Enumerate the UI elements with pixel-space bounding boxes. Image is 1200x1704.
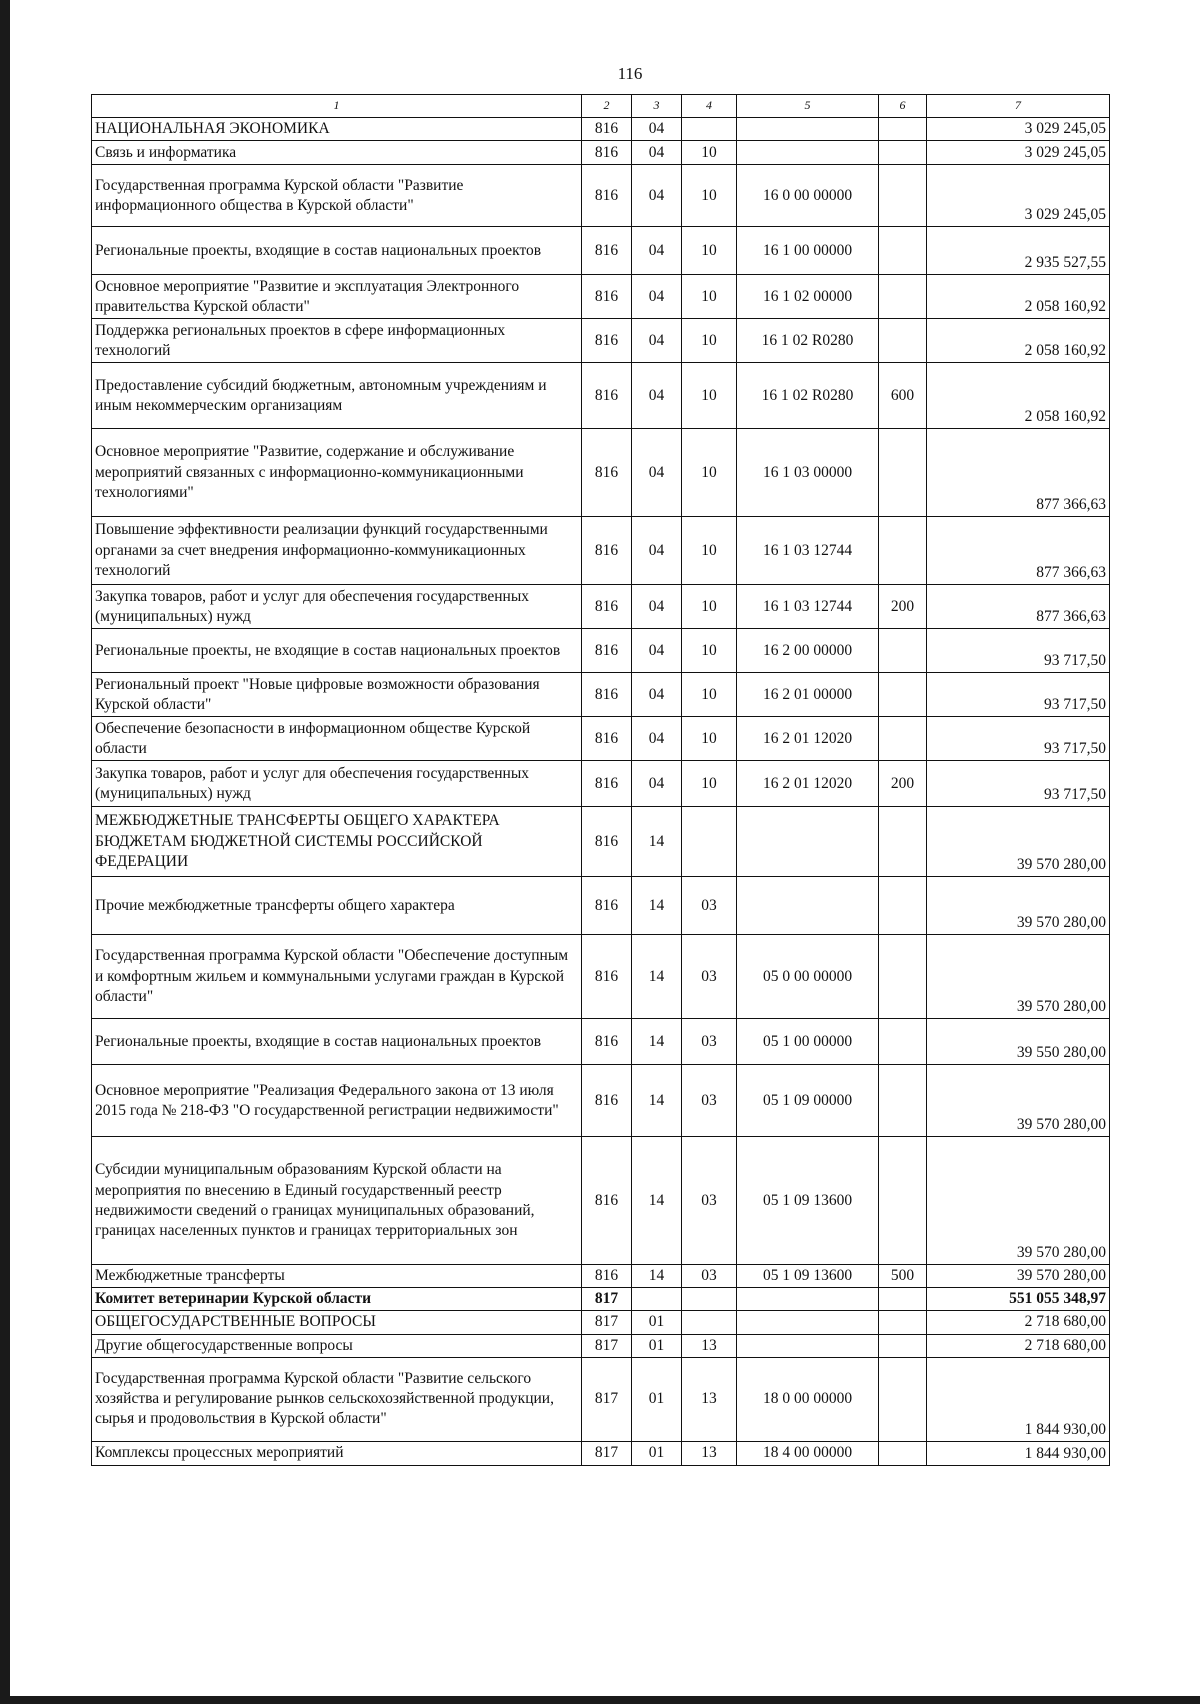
budget-table — [91, 94, 1110, 1466]
row-name: Региональные проекты, входящие в состав национальных проектов — [92, 227, 582, 275]
row-subsection-code — [682, 807, 737, 877]
row-expense-type: 200 — [879, 585, 927, 629]
row-target-article — [737, 118, 879, 141]
row-subsection-code: 10 — [682, 227, 737, 275]
row-name: Связь и информатика — [92, 141, 582, 165]
header-cell-2: 2 — [582, 95, 632, 118]
row-amount: 93 717,50 — [927, 761, 1110, 807]
header-cell-7: 7 — [927, 95, 1110, 118]
row-target-article: 05 0 00 00000 — [737, 935, 879, 1019]
row-name: Межбюджетные трансферты — [92, 1265, 582, 1288]
row-expense-type — [879, 1137, 927, 1265]
row-subsection-code: 10 — [682, 517, 737, 585]
row-subsection-code — [682, 1311, 737, 1334]
row-amount: 39 570 280,00 — [927, 1265, 1110, 1288]
table-row — [92, 673, 1110, 717]
row-expense-type — [879, 807, 927, 877]
row-name: Государственная программа Курской области "Развитие сельского хозяйства и регулирование рынков сельскохозяйственной продукции, сырья и продовольствия в Курской области" — [92, 1357, 582, 1441]
row-ministry-code: 816 — [582, 429, 632, 517]
row-subsection-code: 03 — [682, 1265, 737, 1288]
row-name: Основное мероприятие "Развитие и эксплуатация Электронного правительства Курской области" — [92, 275, 582, 319]
row-section-code: 04 — [632, 429, 682, 517]
row-subsection-code — [682, 118, 737, 141]
row-target-article: 16 1 03 12744 — [737, 585, 879, 629]
row-name: Государственная программа Курской области "Развитие информационного общества в Курской области" — [92, 165, 582, 227]
row-ministry-code: 816 — [582, 275, 632, 319]
row-amount: 877 366,63 — [927, 585, 1110, 629]
row-expense-type — [879, 118, 927, 141]
row-section-code: 14 — [632, 935, 682, 1019]
row-amount: 2 935 527,55 — [927, 227, 1110, 275]
scan-edge-bottom — [0, 1696, 1200, 1704]
row-name: НАЦИОНАЛЬНАЯ ЭКОНОМИКА — [92, 118, 582, 141]
row-name: Закупка товаров, работ и услуг для обеспечения государственных (муниципальных) нужд — [92, 585, 582, 629]
row-amount: 39 570 280,00 — [927, 807, 1110, 877]
row-target-article — [737, 141, 879, 165]
table-row — [92, 319, 1110, 363]
row-target-article — [737, 1288, 879, 1311]
table-body — [92, 95, 1110, 1466]
row-subsection-code: 10 — [682, 673, 737, 717]
row-section-code: 04 — [632, 275, 682, 319]
row-amount: 2 058 160,92 — [927, 363, 1110, 429]
row-name: Обеспечение безопасности в информационном обществе Курской области — [92, 717, 582, 761]
row-expense-type — [879, 227, 927, 275]
row-amount: 2 718 680,00 — [927, 1334, 1110, 1357]
row-ministry-code: 816 — [582, 165, 632, 227]
row-ministry-code: 816 — [582, 1065, 632, 1137]
row-name: Другие общегосударственные вопросы — [92, 1334, 582, 1357]
row-target-article: 16 2 01 12020 — [737, 717, 879, 761]
table-row — [92, 1441, 1110, 1465]
row-amount: 3 029 245,05 — [927, 141, 1110, 165]
table-row — [92, 1019, 1110, 1065]
row-amount: 39 550 280,00 — [927, 1019, 1110, 1065]
row-expense-type — [879, 1334, 927, 1357]
row-name: Повышение эффективности реализации функций государственными органами за счет внедрения информационно-коммуникационных технологий — [92, 517, 582, 585]
table-row — [92, 275, 1110, 319]
row-target-article — [737, 1334, 879, 1357]
row-section-code: 04 — [632, 363, 682, 429]
table-row — [92, 227, 1110, 275]
row-name: Поддержка региональных проектов в сфере информационных технологий — [92, 319, 582, 363]
row-amount: 39 570 280,00 — [927, 1137, 1110, 1265]
row-subsection-code: 03 — [682, 1137, 737, 1265]
scan-edge-left — [0, 0, 10, 1704]
row-ministry-code: 817 — [582, 1311, 632, 1334]
table-row — [92, 1334, 1110, 1357]
row-name: Основное мероприятие "Развитие, содержание и обслуживание мероприятий связанных с информационно-коммуникационными технологиями" — [92, 429, 582, 517]
row-amount: 39 570 280,00 — [927, 935, 1110, 1019]
row-expense-type — [879, 165, 927, 227]
row-ministry-code: 816 — [582, 227, 632, 275]
row-amount: 2 718 680,00 — [927, 1311, 1110, 1334]
row-section-code: 04 — [632, 141, 682, 165]
column-number-row — [92, 95, 1110, 118]
row-section-code: 14 — [632, 1265, 682, 1288]
row-target-article: 05 1 00 00000 — [737, 1019, 879, 1065]
row-target-article: 16 1 02 00000 — [737, 275, 879, 319]
row-name: Региональные проекты, входящие в состав национальных проектов — [92, 1019, 582, 1065]
row-amount: 93 717,50 — [927, 629, 1110, 673]
row-section-code — [632, 1288, 682, 1311]
row-amount: 3 029 245,05 — [927, 118, 1110, 141]
header-cell-4: 4 — [682, 95, 737, 118]
header-cell-3: 3 — [632, 95, 682, 118]
row-ministry-code: 817 — [582, 1441, 632, 1465]
row-subsection-code: 10 — [682, 363, 737, 429]
row-target-article: 16 1 00 00000 — [737, 227, 879, 275]
table-row — [92, 429, 1110, 517]
row-ministry-code: 816 — [582, 141, 632, 165]
row-expense-type — [879, 141, 927, 165]
row-target-article — [737, 1311, 879, 1334]
table-row — [92, 141, 1110, 165]
row-subsection-code: 03 — [682, 877, 737, 935]
row-section-code: 14 — [632, 1137, 682, 1265]
table-row — [92, 877, 1110, 935]
header-cell-5: 5 — [737, 95, 879, 118]
row-ministry-code: 816 — [582, 118, 632, 141]
row-target-article: 16 1 02 R0280 — [737, 363, 879, 429]
row-name: Субсидии муниципальным образованиям Курской области на мероприятия по внесению в Единый государственный реестр недвижимости сведений о границах муниципальных образований, границах населенных пунктов и границах территориальных зон — [92, 1137, 582, 1265]
row-subsection-code: 10 — [682, 319, 737, 363]
row-ministry-code: 817 — [582, 1334, 632, 1357]
row-target-article: 16 1 02 R0280 — [737, 319, 879, 363]
row-section-code: 01 — [632, 1334, 682, 1357]
row-target-article: 16 2 00 00000 — [737, 629, 879, 673]
row-expense-type — [879, 1019, 927, 1065]
row-name: Комплексы процессных мероприятий — [92, 1441, 582, 1465]
row-expense-type: 600 — [879, 363, 927, 429]
page-number: 116 — [617, 64, 643, 83]
table-row — [92, 1288, 1110, 1311]
table-row — [92, 165, 1110, 227]
row-subsection-code — [682, 1288, 737, 1311]
row-amount: 2 058 160,92 — [927, 275, 1110, 319]
row-ministry-code: 816 — [582, 673, 632, 717]
row-subsection-code: 03 — [682, 935, 737, 1019]
row-target-article — [737, 877, 879, 935]
row-name: ОБЩЕГОСУДАРСТВЕННЫЕ ВОПРОСЫ — [92, 1311, 582, 1334]
row-name: Региональные проекты, не входящие в состав национальных проектов — [92, 629, 582, 673]
row-expense-type: 200 — [879, 761, 927, 807]
row-section-code: 01 — [632, 1357, 682, 1441]
table-row — [92, 717, 1110, 761]
row-subsection-code: 03 — [682, 1019, 737, 1065]
row-expense-type — [879, 673, 927, 717]
row-name: Предоставление субсидий бюджетным, автономным учреждениям и иным некоммерческим организациям — [92, 363, 582, 429]
row-target-article: 16 2 01 12020 — [737, 761, 879, 807]
row-name: Закупка товаров, работ и услуг для обеспечения государственных (муниципальных) нужд — [92, 761, 582, 807]
row-subsection-code: 10 — [682, 141, 737, 165]
row-subsection-code: 10 — [682, 165, 737, 227]
row-subsection-code: 13 — [682, 1357, 737, 1441]
row-name: Комитет ветеринарии Курской области — [92, 1288, 582, 1311]
table-row — [92, 935, 1110, 1019]
table-row — [92, 1357, 1110, 1441]
table-row — [92, 629, 1110, 673]
row-name: Государственная программа Курской области "Обеспечение доступным и комфортным жильем и коммунальными услугами граждан в Курской области" — [92, 935, 582, 1019]
row-expense-type — [879, 1441, 927, 1465]
row-section-code: 04 — [632, 673, 682, 717]
row-subsection-code: 10 — [682, 761, 737, 807]
row-expense-type — [879, 275, 927, 319]
row-section-code: 04 — [632, 629, 682, 673]
table-row — [92, 761, 1110, 807]
row-ministry-code: 816 — [582, 629, 632, 673]
row-expense-type — [879, 717, 927, 761]
row-ministry-code: 816 — [582, 1265, 632, 1288]
row-amount: 551 055 348,97 — [927, 1288, 1110, 1311]
row-subsection-code: 03 — [682, 1065, 737, 1137]
row-expense-type — [879, 1065, 927, 1137]
row-amount: 39 570 280,00 — [927, 877, 1110, 935]
row-section-code: 04 — [632, 319, 682, 363]
row-target-article: 05 1 09 13600 — [737, 1137, 879, 1265]
row-expense-type — [879, 935, 927, 1019]
row-target-article: 18 0 00 00000 — [737, 1357, 879, 1441]
table-row — [92, 1137, 1110, 1265]
row-expense-type — [879, 319, 927, 363]
table-row — [92, 517, 1110, 585]
table-row — [92, 1265, 1110, 1288]
row-name: МЕЖБЮДЖЕТНЫЕ ТРАНСФЕРТЫ ОБЩЕГО ХАРАКТЕРА БЮДЖЕТАМ БЮДЖЕТНОЙ СИСТЕМЫ РОССИЙСКОЙ ФЕДЕРАЦИИ — [92, 807, 582, 877]
row-expense-type — [879, 1311, 927, 1334]
row-section-code: 01 — [632, 1311, 682, 1334]
table-row — [92, 585, 1110, 629]
row-subsection-code: 10 — [682, 629, 737, 673]
row-section-code: 14 — [632, 877, 682, 935]
row-section-code: 14 — [632, 1019, 682, 1065]
row-ministry-code: 816 — [582, 585, 632, 629]
row-ministry-code: 816 — [582, 807, 632, 877]
row-expense-type — [879, 1288, 927, 1311]
row-name: Основное мероприятие "Реализация Федерального закона от 13 июля 2015 года № 218-ФЗ "О государственной регистрации недвижимости" — [92, 1065, 582, 1137]
table-row — [92, 363, 1110, 429]
row-ministry-code: 816 — [582, 1137, 632, 1265]
row-amount: 93 717,50 — [927, 717, 1110, 761]
row-subsection-code: 10 — [682, 717, 737, 761]
row-amount: 1 844 930,00 — [927, 1357, 1110, 1441]
row-ministry-code: 816 — [582, 761, 632, 807]
row-target-article: 18 4 00 00000 — [737, 1441, 879, 1465]
row-subsection-code: 10 — [682, 429, 737, 517]
row-subsection-code: 10 — [682, 275, 737, 319]
row-target-article: 05 1 09 00000 — [737, 1065, 879, 1137]
row-amount: 877 366,63 — [927, 517, 1110, 585]
row-expense-type — [879, 877, 927, 935]
row-target-article: 16 0 00 00000 — [737, 165, 879, 227]
row-section-code: 14 — [632, 1065, 682, 1137]
row-expense-type — [879, 517, 927, 585]
row-target-article: 16 1 03 12744 — [737, 517, 879, 585]
row-amount: 877 366,63 — [927, 429, 1110, 517]
row-section-code: 14 — [632, 807, 682, 877]
row-amount: 39 570 280,00 — [927, 1065, 1110, 1137]
row-ministry-code: 816 — [582, 319, 632, 363]
row-ministry-code: 816 — [582, 717, 632, 761]
row-name: Прочие межбюджетные трансферты общего характера — [92, 877, 582, 935]
header-cell-6: 6 — [879, 95, 927, 118]
table-row — [92, 1065, 1110, 1137]
row-amount: 1 844 930,00 — [927, 1441, 1110, 1465]
row-target-article: 16 2 01 00000 — [737, 673, 879, 717]
row-section-code: 04 — [632, 517, 682, 585]
row-ministry-code: 816 — [582, 517, 632, 585]
table-row — [92, 118, 1110, 141]
table-row — [92, 1311, 1110, 1334]
row-amount: 3 029 245,05 — [927, 165, 1110, 227]
row-section-code: 04 — [632, 761, 682, 807]
row-subsection-code: 13 — [682, 1441, 737, 1465]
row-target-article — [737, 807, 879, 877]
row-ministry-code: 817 — [582, 1288, 632, 1311]
row-expense-type — [879, 629, 927, 673]
row-subsection-code: 13 — [682, 1334, 737, 1357]
row-expense-type — [879, 429, 927, 517]
row-section-code: 04 — [632, 585, 682, 629]
row-ministry-code: 816 — [582, 877, 632, 935]
row-ministry-code: 816 — [582, 363, 632, 429]
table-row — [92, 807, 1110, 877]
row-section-code: 04 — [632, 717, 682, 761]
row-name: Региональный проект "Новые цифровые возможности образования Курской области" — [92, 673, 582, 717]
row-ministry-code: 816 — [582, 935, 632, 1019]
row-amount: 93 717,50 — [927, 673, 1110, 717]
row-section-code: 04 — [632, 227, 682, 275]
header-cell-1: 1 — [92, 95, 582, 118]
row-subsection-code: 10 — [682, 585, 737, 629]
row-target-article: 16 1 03 00000 — [737, 429, 879, 517]
row-amount: 2 058 160,92 — [927, 319, 1110, 363]
row-target-article: 05 1 09 13600 — [737, 1265, 879, 1288]
row-expense-type — [879, 1357, 927, 1441]
row-section-code: 04 — [632, 118, 682, 141]
row-ministry-code: 817 — [582, 1357, 632, 1441]
row-section-code: 04 — [632, 165, 682, 227]
row-expense-type: 500 — [879, 1265, 927, 1288]
row-ministry-code: 816 — [582, 1019, 632, 1065]
row-section-code: 01 — [632, 1441, 682, 1465]
